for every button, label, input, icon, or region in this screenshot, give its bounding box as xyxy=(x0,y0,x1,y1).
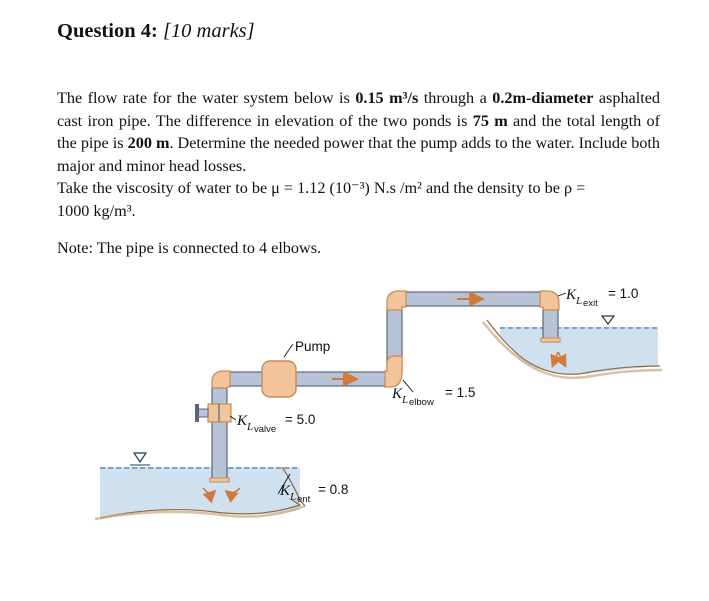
text-p1: The flow rate for the water system below is xyxy=(57,89,356,107)
k-sub-l: L xyxy=(576,295,583,307)
upper-reservoir xyxy=(483,316,662,378)
k-symbol: K xyxy=(280,483,291,499)
pump-label: Pump xyxy=(295,339,331,354)
inlet-flange xyxy=(210,478,229,482)
text-p2: through a xyxy=(418,89,493,107)
k-symbol: K xyxy=(566,287,577,303)
entrance-subscript: ent xyxy=(297,494,311,505)
outlet-flange xyxy=(541,338,560,342)
k-sub-l: L xyxy=(290,491,297,503)
viscosity-line: Take the viscosity of water to be μ = 1.12 (10⁻³) N.s /m² and the density to be ρ = xyxy=(57,179,586,197)
text-p5: . Determine the needed power that the pump adds to the water. Include both major and minor head losses. xyxy=(57,134,660,175)
k-symbol: K xyxy=(237,413,248,429)
water-level-marker-icon xyxy=(602,316,614,324)
diameter-value: 0.2m-diameter xyxy=(492,89,594,107)
k-sub-l: L xyxy=(402,394,409,406)
valve-subscript: valve xyxy=(254,424,277,435)
exit-subscript: exit xyxy=(583,298,598,309)
elbow-k-value: = 1.5 xyxy=(445,385,476,400)
exit-k-value: = 1.0 xyxy=(608,286,639,301)
length-value: 200 m xyxy=(127,134,170,152)
text-p4: and the total length of the pipe is xyxy=(57,111,660,152)
text-p3: asphalted cast iron pipe. The difference in elevation of the two ponds is xyxy=(57,89,660,130)
question-marks: [10 marks] xyxy=(162,20,255,42)
elbow-3 xyxy=(387,291,406,310)
pump-icon xyxy=(262,361,296,397)
entrance-k-value: = 0.8 xyxy=(318,482,349,497)
question-number: Question 4: xyxy=(57,20,158,42)
valve-k-value: = 5.0 xyxy=(285,412,316,427)
k-sub-l: L xyxy=(247,421,254,433)
elevation-value: 75 m xyxy=(472,111,508,130)
elbow-2 xyxy=(385,356,402,387)
elbow-4 xyxy=(540,291,559,310)
water-level-marker-icon xyxy=(134,453,146,462)
valve-icon xyxy=(195,404,231,422)
k-symbol: K xyxy=(392,386,403,402)
elbow-subscript: elbow xyxy=(409,397,434,408)
note-text: Note: The pipe is connected to 4 elbows. xyxy=(57,239,322,257)
elbow-1 xyxy=(212,371,230,388)
lower-reservoir xyxy=(95,453,305,519)
density-line: 1000 kg/m³. xyxy=(57,201,136,220)
flow-rate-value: 0.15 m³/s xyxy=(355,89,419,107)
